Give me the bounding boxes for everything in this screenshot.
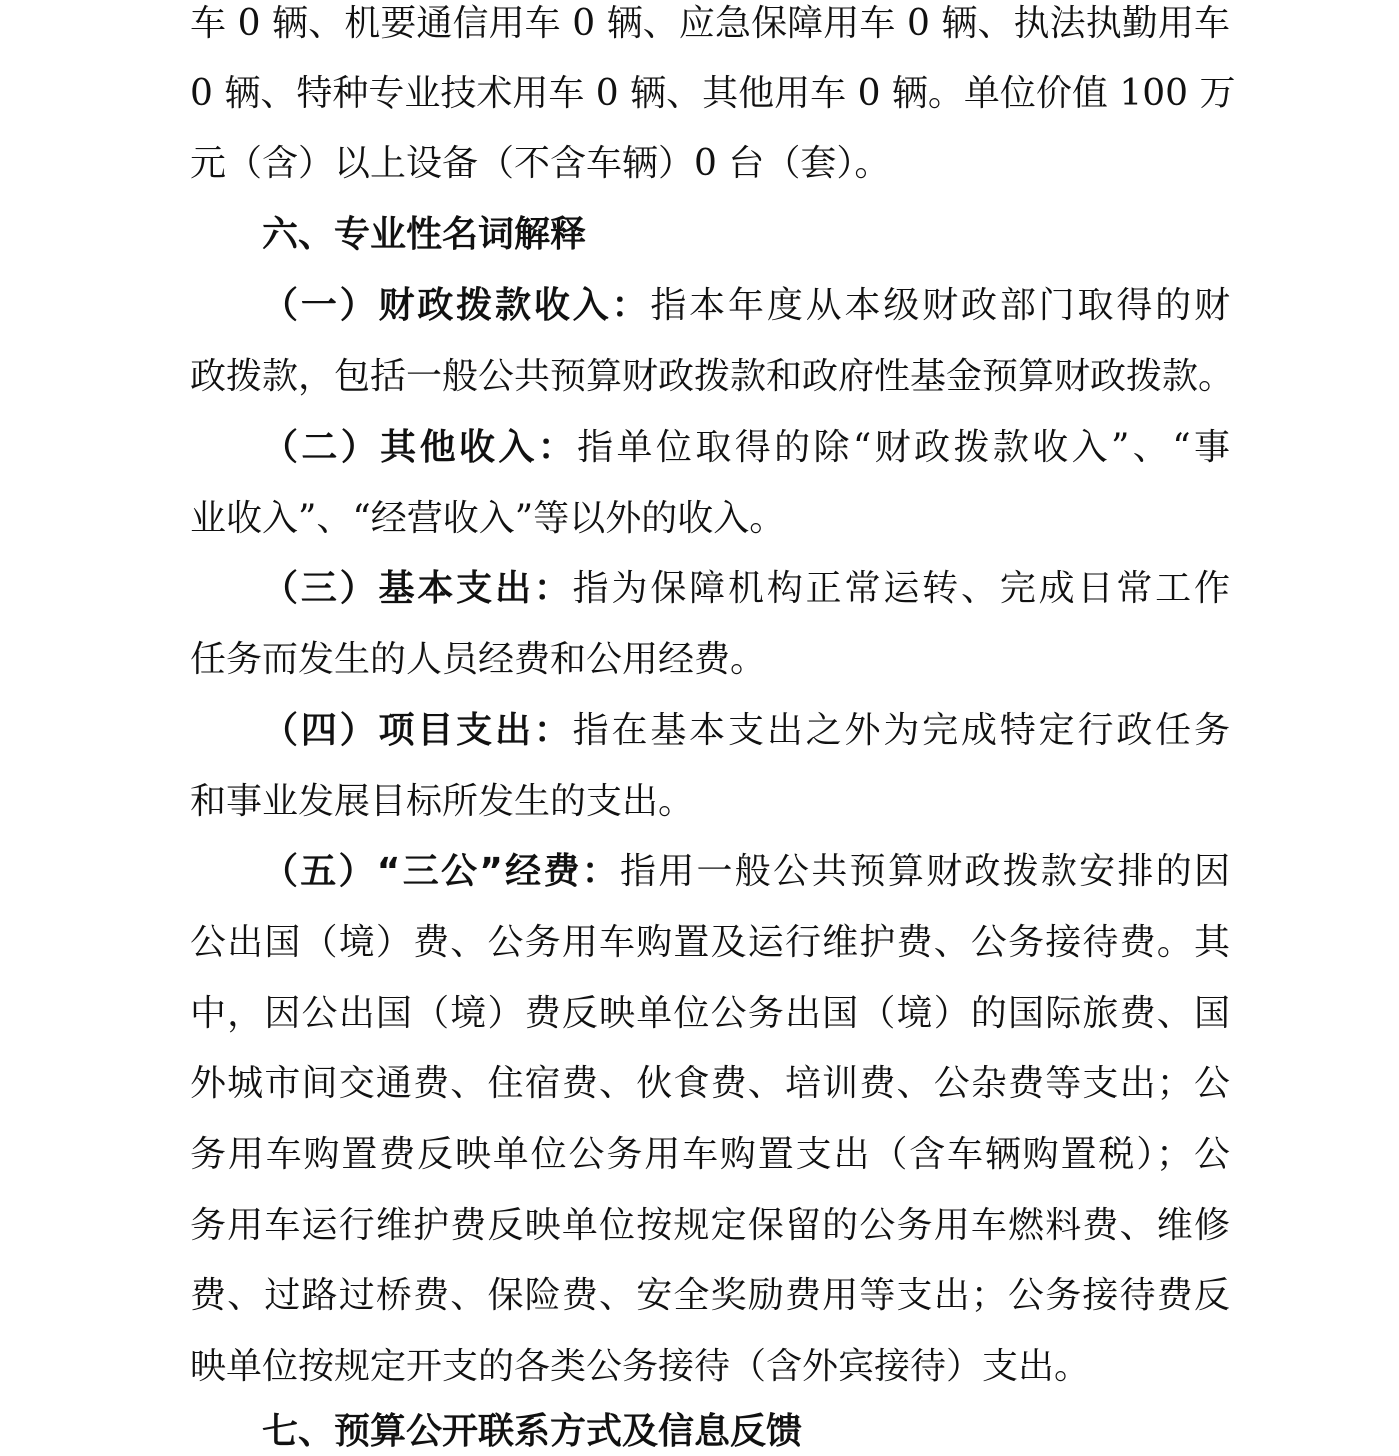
term-label: （二）其他收入：: [262, 427, 578, 468]
term-label: （四）项目支出：: [262, 710, 573, 751]
paragraph-line: 费、过路过桥费、保险费、安全奖励费用等支出；公务接待费反: [190, 1275, 1230, 1316]
term-line-2: [262, 424, 1230, 472]
paragraph-line: 映单位按规定开支的各类公务接待（含外宾接待）支出。: [190, 1346, 1091, 1387]
paragraph-line: 务用车运行维护费反映单位按规定保留的公务用车燃料费、维修: [190, 1205, 1230, 1246]
term-definition: 指单位取得的除“财政拨款收入”、“事: [577, 427, 1230, 468]
paragraph-line: 任务而发生的人员经费和公用经费。: [190, 639, 767, 680]
section-heading-6: 六、专业性名词解释: [262, 214, 587, 255]
term-line-3: [262, 565, 1230, 613]
paragraph-line: 中，因公出国（境）费反映单位公务出国（境）的国际旅费、国: [190, 993, 1230, 1034]
term-label: （三）基本支出：: [262, 568, 573, 609]
section-heading-7: 七、预算公开联系方式及信息反馈: [262, 1411, 803, 1452]
term-definition: 指用一般公共预算财政拨款安排的因: [619, 851, 1230, 892]
paragraph-line: 0 辆、特种专业技术用车 0 辆、其他用车 0 辆。单位价值 100 万: [190, 73, 1236, 114]
paragraph-line: 公出国（境）费、公务用车购置及运行维护费、公务接待费。其: [190, 922, 1230, 963]
paragraph-line: 务用车购置费反映单位公务用车购置支出（含车辆购置税）；公: [190, 1134, 1230, 1175]
term-definition: 指本年度从本级财政部门取得的财: [650, 285, 1230, 326]
paragraph-line: 业收入”、“经营收入”等以外的收入。: [190, 498, 786, 539]
term-definition: 指在基本支出之外为完成特定行政任务: [572, 710, 1230, 751]
term-line-4: [262, 707, 1230, 755]
paragraph-line: 政拨款，包括一般公共预算财政拨款和政府性基金预算财政拨款。: [190, 356, 1235, 397]
term-label: （一）财政拨款收入：: [262, 285, 651, 326]
term-definition: 指为保障机构正常运转、完成日常工作: [572, 568, 1230, 609]
term-line-1: [262, 282, 1230, 330]
paragraph-line: 元（含）以上设备（不含车辆）0 台（套）。: [190, 143, 891, 184]
paragraph-line: 和事业发展目标所发生的支出。: [190, 781, 695, 822]
term-line-5: [262, 848, 1230, 896]
term-label: （五）“三公”经费：: [262, 851, 620, 892]
paragraph-line: 外城市间交通费、住宿费、伙食费、培训费、公杂费等支出；公: [190, 1063, 1230, 1104]
paragraph-line: 车 0 辆、机要通信用车 0 辆、应急保障用车 0 辆、执法执勤用车: [190, 3, 1230, 44]
